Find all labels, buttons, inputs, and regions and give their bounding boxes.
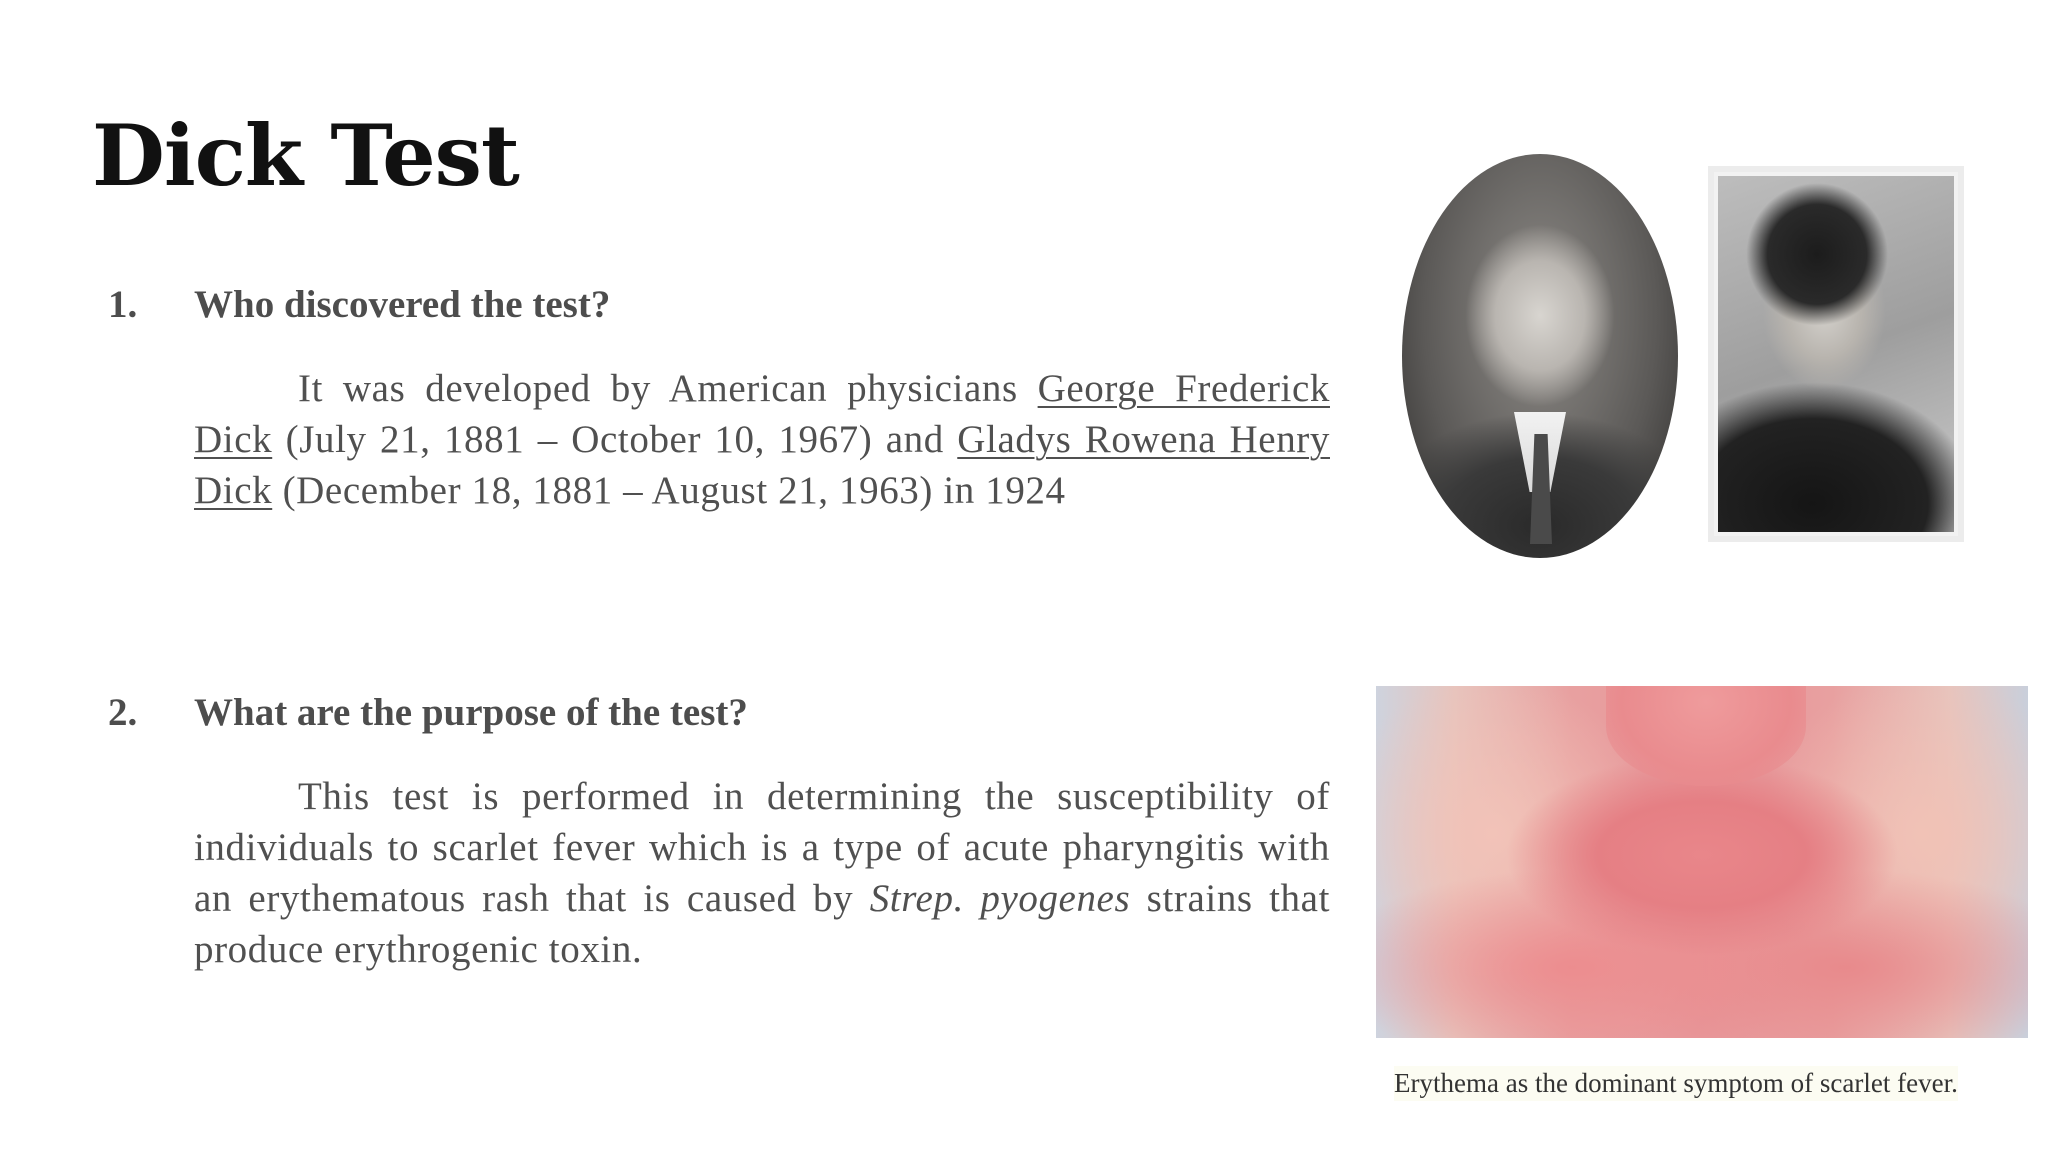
- answer-text: It was developed by American physicians: [298, 366, 1038, 410]
- question-answer: [194, 363, 1330, 516]
- question-2: [108, 690, 1331, 975]
- portrait-photo-inner: [1718, 176, 1954, 532]
- george-dick-portrait: [1402, 154, 1678, 558]
- rash-neck-area: [1606, 686, 1806, 786]
- question-text: Who discovered the test?: [194, 283, 611, 326]
- question-number: 1.: [108, 283, 138, 326]
- question-heading: [108, 282, 1328, 329]
- answer-text: (December 18, 1881 – August 21, 1963) in 1924: [272, 468, 1066, 512]
- scarlet-fever-rash-photo: [1376, 686, 2028, 1038]
- george-frederick-dick-link[interactable]: George Frederick Dick: [194, 366, 1330, 461]
- figure-caption: Erythema as the dominant symptom of scarlet fever.: [1394, 1066, 1958, 1101]
- question-answer: [194, 771, 1330, 975]
- slide-title: Dick Test: [92, 106, 519, 205]
- question-number: 2.: [108, 691, 138, 734]
- answer-text: (July 21, 1881 – October 10, 1967) and: [272, 417, 958, 461]
- question-1: [108, 282, 1328, 516]
- gladys-rowena-henry-dick-link[interactable]: Gladys Rowena Henry Dick: [194, 417, 1330, 512]
- organism-name: Strep. pyogenes: [869, 876, 1131, 920]
- answer-text: strains that produce erythrogenic toxin.: [194, 876, 1331, 971]
- question-text: What are the purpose of the test?: [194, 691, 748, 734]
- answer-text: This test is performed in determining the susceptibility of individuals to scarlet fever which is a type of acute pharyngitis with an erythematous rash that is caused by: [194, 774, 1330, 920]
- question-heading: [108, 690, 1328, 737]
- gladys-dick-portrait: [1708, 166, 1964, 542]
